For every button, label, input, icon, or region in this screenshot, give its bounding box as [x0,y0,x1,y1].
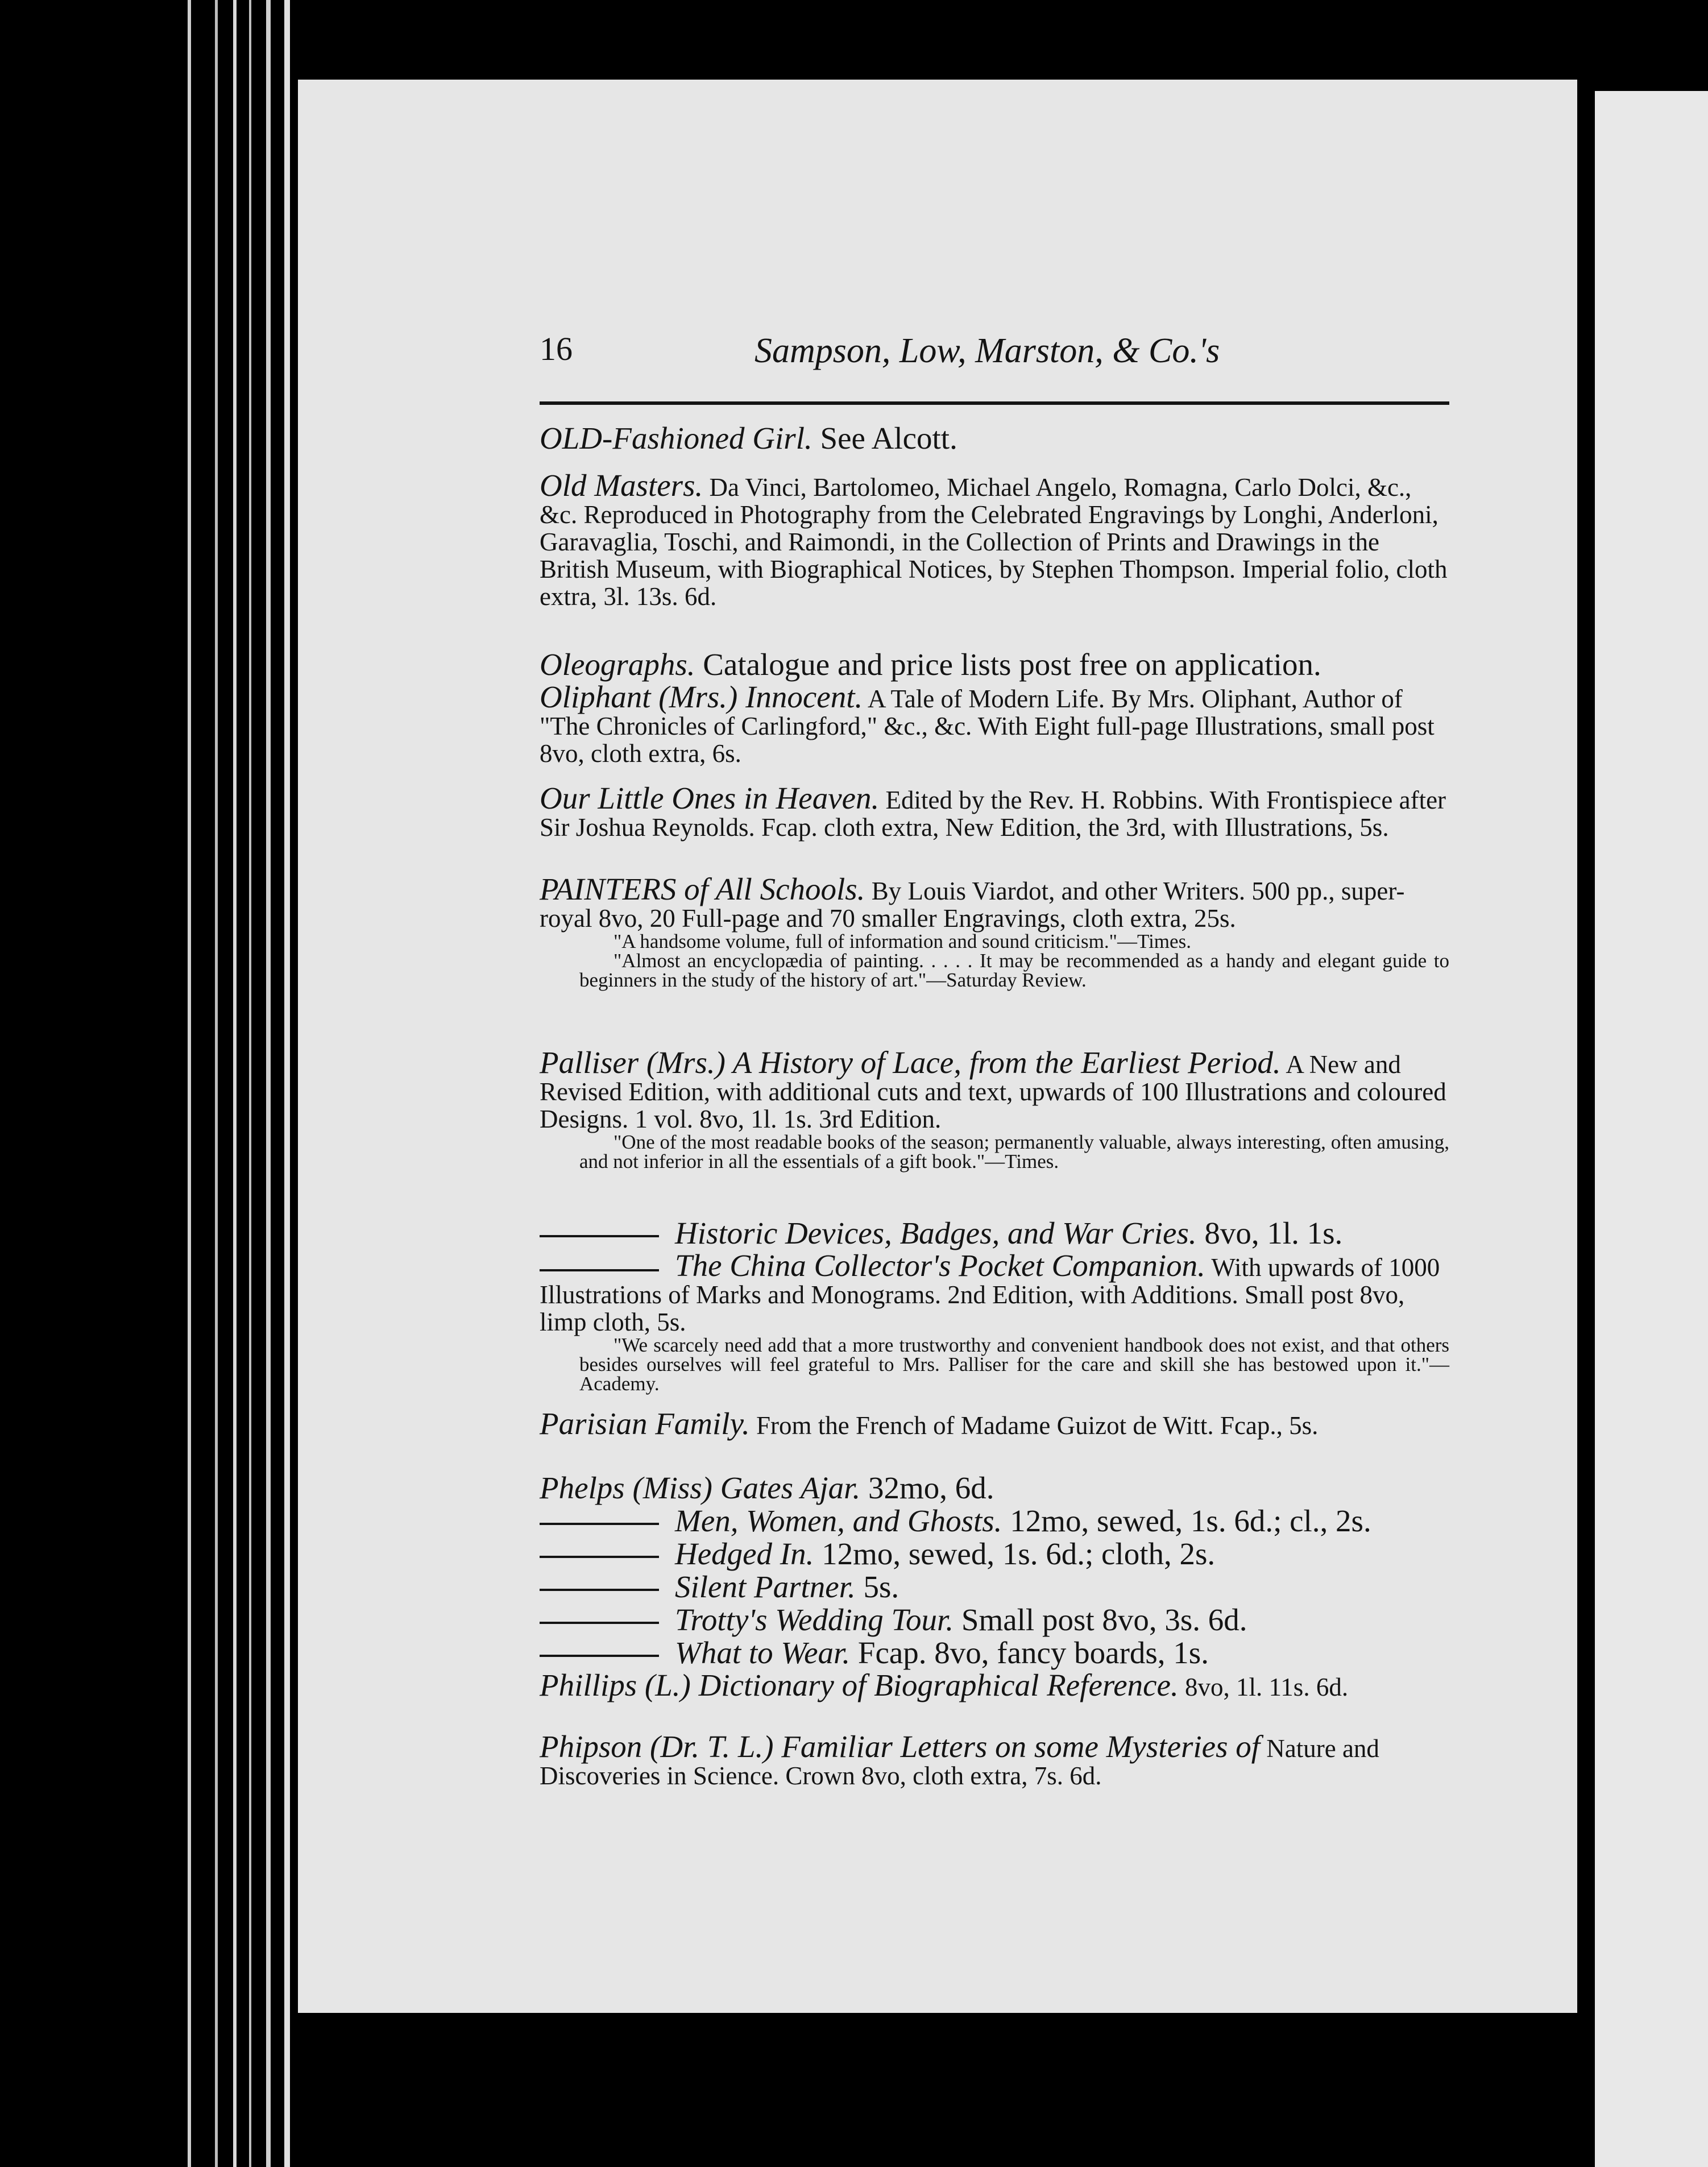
catalogue-entry [540,1729,1449,1790]
entry-heading: Parisian Family. [540,1406,750,1441]
running-title: Sampson, Low, Marston, & Co.'s [754,332,1220,370]
entry-heading: OLD-Fashioned Girl. [540,421,812,455]
catalogue-entry [540,1636,1449,1669]
ditto-dash [540,1235,659,1237]
entry-text: A Tale of Modern Life. By Mrs. Oliphant, Author of "The Chronicles of Carlingford," &c., &c. With Eight full-page Illustrations, small post 8vo, cloth extra, 6s. [540,685,1435,768]
entry-heading: The China Collector's Pocket Companion. [675,1248,1205,1283]
book-edge [188,0,191,2167]
entry-text: 32mo, 6d. [868,1470,994,1505]
entry-text: With upwards of 1000 Illustrations of Marks and Monograms. 2nd Edition, with Additions. Small post 8vo, limp cloth, 5s. [540,1253,1440,1336]
entry-heading: Silent Partner. [675,1569,856,1604]
catalogue-entry [540,1604,1449,1636]
entry-text: Catalogue and price lists post free on application. [703,647,1321,682]
catalogue-entry [540,1045,1449,1172]
book-page [298,80,1577,2013]
entry-text: 12mo, sewed, 1s. 6d.; cloth, 2s. [822,1536,1216,1571]
entry-text: 8vo, 1l. 11s. 6d. [1184,1673,1349,1701]
facing-page-edge [1595,91,1708,2167]
entry-heading: Phipson (Dr. T. L.) Familiar Letters on some Mysteries of [540,1729,1261,1764]
entry-text: 12mo, sewed, 1s. 6d.; cl., 2s. [1010,1503,1371,1538]
entry-heading: Trotty's Wedding Tour. [675,1602,954,1637]
catalogue-entry [540,648,1449,681]
catalogue-entry [540,781,1449,842]
entry-text: Da Vinci, Bartolomeo, Michael Angelo, Romagna, Carlo Dolci, &c., &c. Reproduced in Photography from the Celebrated Engravings by Longhi, Anderloni, Garavaglia, Toschi, and Raimondi, in the Collection of Prints and Drawings in the British Museum, with Biographical Notices, by Stephen Thompson. Imperial folio, cloth extra, 3l. 13s. 6d. [540,473,1448,611]
entry-heading: Men, Women, and Ghosts. [675,1503,1002,1538]
entry-heading: Hedged In. [675,1536,814,1571]
book-edge [215,0,218,2167]
ditto-dash [540,1622,659,1624]
catalogue-entry [540,1472,1449,1505]
entry-text: 8vo, 1l. 1s. [1204,1216,1343,1250]
entry-text: Nature and Discoveries in Science. Crown 8vo, cloth extra, 7s. 6d. [540,1734,1379,1790]
entry-heading: PAINTERS of All Schools. [540,872,865,906]
ditto-dash [540,1589,659,1591]
review-quote: "We scarcely need add that a more trustworthy and convenient handbook does not exist, and that others besides ourselves will feel grateful to Mrs. Palliser for the care and skill she has bestowed upon it."—Academy. [579,1334,1449,1395]
review-quote: "A handsome volume, full of information and sound criticism."—Times. [613,930,1191,952]
entry-text: 5s. [863,1569,899,1604]
entry-text: Small post 8vo, 3s. 6d. [961,1602,1247,1637]
entry-heading: Oliphant (Mrs.) Innocent. [540,679,863,714]
entry-heading: Phelps (Miss) Gates Ajar. [540,1470,861,1505]
catalogue-entry [540,1538,1449,1571]
entry-heading: What to Wear. [675,1635,851,1670]
page-number: 16 [540,330,573,367]
book-edge [249,0,251,2167]
entry-text: Fcap. 8vo, fancy boards, 1s. [857,1635,1209,1670]
entry-heading: Oleographs. [540,647,695,682]
catalogue-entry [540,872,1449,991]
book-edge [233,0,237,2167]
catalogue-entry [540,1248,1449,1395]
book-edge [284,0,290,2167]
entry-text: From the French of Madame Guizot de Witt. Fcap., 5s. [756,1411,1319,1440]
catalogue-entry [540,1571,1449,1604]
entry-heading: Our Little Ones in Heaven. [540,781,880,815]
catalogue-entry [540,1668,1449,1702]
review-quote: "One of the most readable books of the season; permanently valuable, always interesting, often amusing, and not inferior in all the essentials of a gift book."—Times. [579,1131,1449,1172]
ditto-dash [540,1523,659,1525]
ditto-dash [540,1269,659,1271]
ditto-dash [540,1556,659,1558]
entry-heading: Palliser (Mrs.) A History of Lace, from the Earliest Period. [540,1045,1281,1080]
catalogue-entry [540,679,1449,768]
entry-heading: Old Masters. [540,468,703,503]
book-edge [266,0,271,2167]
entry-heading: Historic Devices, Badges, and War Cries. [675,1216,1197,1250]
entry-text: Edited by the Rev. H. Robbins. With Frontispiece after Sir Joshua Reynolds. Fcap. cloth extra, New Edition, the 3rd, with Illustrations, 5s. [540,786,1446,842]
entry-text: See Alcott. [820,421,957,455]
ditto-dash [540,1655,659,1657]
catalogue-entry [540,1406,1449,1441]
catalogue-entry [540,422,1449,455]
header-rule [540,401,1449,405]
catalogue-entry [540,1505,1449,1538]
entry-heading: Phillips (L.) Dictionary of Biographical Reference. [540,1668,1179,1702]
entry-text: By Louis Viardot, and other Writers. 500 pp., super-royal 8vo, 20 Full-page and 70 smaller Engravings, cloth extra, 25s. [540,877,1405,933]
catalogue-entry [540,1217,1449,1250]
entry-text: A New and Revised Edition, with additional cuts and text, upwards of 100 Illustrations and coloured Designs. 1 vol. 8vo, 1l. 1s. 3rd Edition. [540,1050,1446,1133]
catalogue-entry [540,468,1449,611]
review-quote: "Almost an encyclopædia of painting. . . . . It may be recommended as a handy and elegant guide to beginners in the study of the history of art."—Saturday Review. [579,950,1449,991]
